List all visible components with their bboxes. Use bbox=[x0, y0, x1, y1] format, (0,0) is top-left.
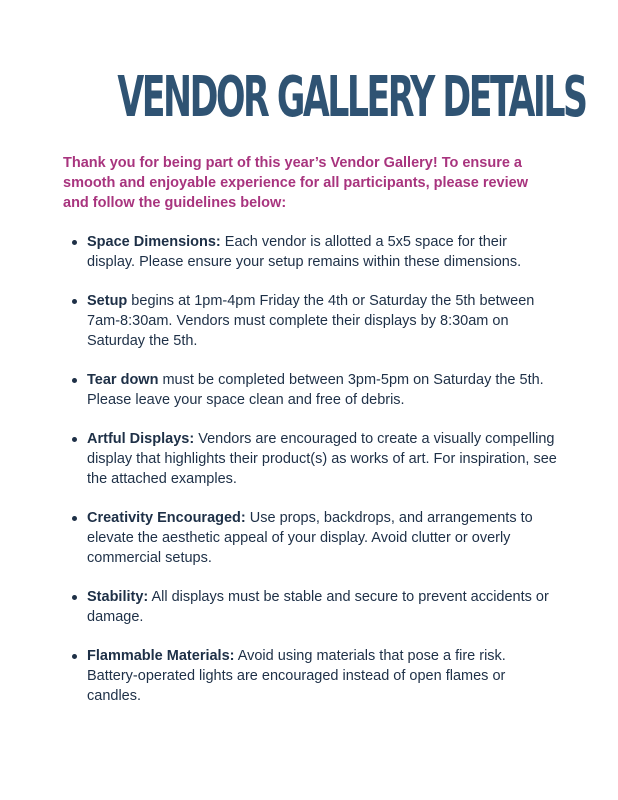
guideline-tear-down bbox=[63, 370, 558, 410]
guideline-label: Tear down bbox=[87, 372, 159, 388]
bullet-icon bbox=[72, 516, 77, 521]
guideline-label: Artful Displays: bbox=[87, 431, 195, 447]
bullet-icon bbox=[72, 654, 77, 659]
intro-paragraph: Thank you for being part of this year’s Vendor Gallery! To ensure a smooth and enjoyable experience for all participants, please review and follow the guidelines below: bbox=[63, 155, 528, 211]
bullet-icon bbox=[72, 378, 77, 383]
page-title: VENDOR GALLERY DETAILS bbox=[117, 65, 586, 130]
guideline-text: must be completed between 3pm-5pm on Saturday the 5th. Please leave your space clean and free of debris. bbox=[87, 372, 544, 408]
guideline-flammable-materials bbox=[63, 646, 558, 706]
bullet-icon bbox=[72, 240, 77, 245]
bullet-icon bbox=[72, 299, 77, 304]
guideline-label: Space Dimensions: bbox=[87, 234, 221, 250]
guideline-artful-displays bbox=[63, 429, 558, 489]
guideline-label: Flammable Materials: bbox=[87, 648, 235, 664]
guideline-setup bbox=[63, 291, 558, 351]
guideline-text: Vendors are encouraged to create a visually compelling display that highlights their product(s) as works of art. For inspiration, see the attached examples. bbox=[87, 431, 557, 487]
guideline-text: All displays must be stable and secure to prevent accidents or damage. bbox=[87, 589, 549, 625]
guideline-stability bbox=[63, 587, 558, 627]
guideline-label: Setup bbox=[87, 293, 128, 309]
guidelines-list bbox=[63, 232, 558, 725]
bullet-icon bbox=[72, 437, 77, 442]
guideline-text: Avoid using materials that pose a fire risk. Battery-operated lights are encouraged instead of open flames or candles. bbox=[87, 648, 506, 704]
guideline-text: begins at 1pm-4pm Friday the 4th or Saturday the 5th between 7am-8:30am. Vendors must complete their displays by 8:30am on Saturday the 5th. bbox=[87, 293, 535, 349]
guideline-label: Creativity Encouraged: bbox=[87, 510, 246, 526]
bullet-icon bbox=[72, 595, 77, 600]
guideline-text: Use props, backdrops, and arrangements to elevate the aesthetic appeal of your display. Avoid clutter or overly commercial setups. bbox=[87, 510, 533, 566]
guideline-label: Stability: bbox=[87, 589, 149, 605]
guideline-creativity-encouraged bbox=[63, 508, 558, 568]
guideline-space-dimensions bbox=[63, 232, 558, 272]
guideline-text: Each vendor is allotted a 5x5 space for their display. Please ensure your setup remains within these dimensions. bbox=[87, 234, 522, 270]
